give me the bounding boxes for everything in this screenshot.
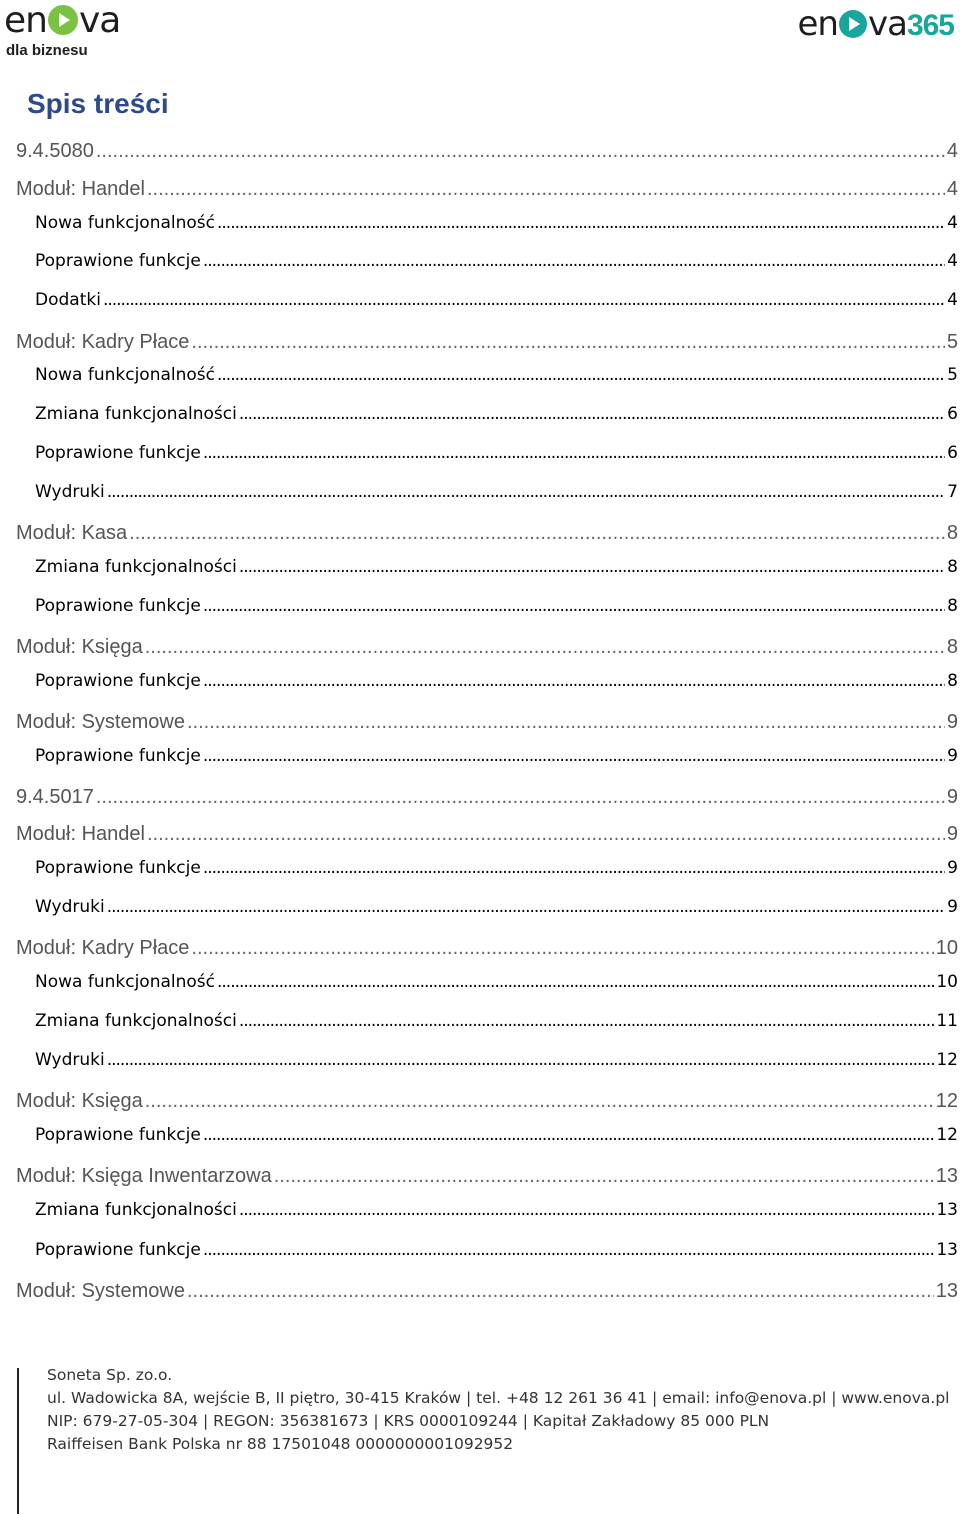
- toc-entry[interactable]: [16, 1280, 958, 1303]
- toc-entry[interactable]: [35, 671, 958, 691]
- toc-leader-dots: [191, 331, 944, 354]
- toc-entry[interactable]: [16, 711, 958, 734]
- toc-leader-dots: [203, 596, 945, 616]
- toc-entry[interactable]: [35, 443, 958, 463]
- toc-leader-dots: [147, 823, 945, 846]
- toc-entry-label: Moduł: Księga Inwentarzowa: [16, 1165, 272, 1187]
- footer-registry: NIP: 679-27-05-304 | REGON: 356381673 | KRS 0000109244 | Kapitał Zakładowy 85 000 PLN: [47, 1412, 770, 1430]
- toc-entry[interactable]: [35, 1200, 958, 1220]
- toc-entry-label: Poprawione funkcje: [35, 1240, 201, 1260]
- toc-entry-page: 9: [946, 823, 958, 845]
- toc-entry-label: Moduł: Systemowe: [16, 1280, 185, 1302]
- toc-entry-label: Poprawione funkcje: [35, 1125, 201, 1145]
- enova-logo-tagline: dla biznesu: [6, 42, 88, 59]
- toc-entry-page: 8: [947, 557, 958, 577]
- toc-entry[interactable]: [35, 596, 958, 616]
- toc-entry[interactable]: [16, 331, 958, 354]
- toc-entry[interactable]: [16, 140, 958, 163]
- toc-entry-label: Moduł: Handel: [16, 178, 145, 200]
- toc-leader-dots: [203, 1240, 935, 1260]
- toc-entry-label: 9.4.5017: [16, 786, 94, 808]
- toc-leader-dots: [147, 178, 945, 201]
- toc-entry-label: Moduł: Handel: [16, 823, 145, 845]
- toc-entry[interactable]: [35, 1011, 958, 1031]
- toc-entry-label: Wydruki: [35, 482, 105, 502]
- toc-entry-page: 8: [946, 636, 958, 658]
- toc-entry-page: 4: [946, 140, 958, 162]
- toc-entry-page: 4: [947, 213, 958, 233]
- toc-entry[interactable]: [35, 746, 958, 766]
- toc-entry[interactable]: [16, 937, 958, 960]
- toc-leader-dots: [217, 213, 945, 233]
- footer-divider: [17, 1368, 19, 1514]
- toc-leader-dots: [96, 140, 945, 163]
- toc-entry-label: Moduł: Księga: [16, 636, 143, 658]
- toc-entry[interactable]: [35, 557, 958, 577]
- toc-entry-label: Poprawione funkcje: [35, 858, 201, 878]
- toc-entry-page: 4: [947, 290, 958, 310]
- toc-entry-page: 10: [936, 972, 958, 992]
- toc-leader-dots: [103, 290, 945, 310]
- play-circle-icon: [839, 10, 867, 38]
- toc-leader-dots: [187, 711, 945, 734]
- toc-entry-label: Poprawione funkcje: [35, 671, 201, 691]
- toc-entry-page: 8: [947, 671, 958, 691]
- toc-entry-label: Zmiana funkcjonalności: [35, 1200, 237, 1220]
- toc-entry[interactable]: [35, 365, 958, 385]
- toc-entry-label: Moduł: Księga: [16, 1090, 143, 1112]
- toc-entry-label: Zmiana funkcjonalności: [35, 557, 237, 577]
- toc-leader-dots: [107, 482, 945, 502]
- toc-entry-page: 4: [946, 178, 958, 200]
- toc-entry-page: 9: [947, 746, 958, 766]
- toc-leader-dots: [203, 443, 945, 463]
- toc-entry-label: Poprawione funkcje: [35, 746, 201, 766]
- toc-leader-dots: [96, 786, 945, 809]
- toc-entry-label: Poprawione funkcje: [35, 596, 201, 616]
- toc-entry-label: Nowa funkcjonalność: [35, 365, 215, 385]
- toc-entry-page: 11: [936, 1011, 958, 1031]
- toc-entry[interactable]: [35, 482, 958, 502]
- toc-leader-dots: [217, 972, 934, 992]
- toc-leader-dots: [203, 1125, 935, 1145]
- toc-entry[interactable]: [16, 823, 958, 846]
- toc-entry[interactable]: [35, 858, 958, 878]
- toc-entry[interactable]: [35, 1050, 958, 1070]
- toc-entry-page: 13: [936, 1240, 958, 1260]
- toc-entry-label: Poprawione funkcje: [35, 443, 201, 463]
- toc-title: Spis treści: [27, 88, 169, 119]
- toc-entry-page: 12: [936, 1125, 958, 1145]
- toc-entry-page: 13: [936, 1200, 958, 1220]
- enova365-logo: [744, 4, 954, 48]
- toc-entry-page: 5: [946, 331, 958, 353]
- toc-leader-dots: [239, 1011, 935, 1031]
- toc-entry-page: 6: [947, 404, 958, 424]
- toc-leader-dots: [107, 897, 945, 917]
- toc-entry[interactable]: [16, 522, 958, 545]
- footer-bank: Raiffeisen Bank Polska nr 88 17501048 0000000001092952: [47, 1435, 514, 1453]
- toc-entry[interactable]: [35, 972, 958, 992]
- toc-entry-page: 8: [947, 596, 958, 616]
- toc-entry-label: Nowa funkcjonalność: [35, 213, 215, 233]
- toc-leader-dots: [217, 365, 945, 385]
- toc-entry-page: 8: [946, 522, 958, 544]
- toc-entry-page: 9: [946, 786, 958, 808]
- toc-entry[interactable]: [35, 897, 958, 917]
- footer-company: Soneta Sp. zo.o.: [47, 1366, 173, 1384]
- footer: [47, 1364, 949, 1456]
- toc-entry[interactable]: [16, 1165, 958, 1188]
- toc-entry[interactable]: [16, 636, 958, 659]
- toc-entry-page: 12: [935, 1090, 958, 1112]
- toc-entry[interactable]: [35, 1240, 958, 1260]
- toc-entry-page: 4: [947, 251, 958, 271]
- toc-leader-dots: [239, 1200, 935, 1220]
- enova-logo: [4, 0, 154, 59]
- toc-entry[interactable]: [16, 178, 958, 201]
- toc-entry-page: 5: [947, 365, 958, 385]
- toc-leader-dots: [239, 404, 945, 424]
- toc-entry[interactable]: [16, 786, 958, 809]
- toc-leader-dots: [191, 937, 933, 960]
- toc-leader-dots: [187, 1280, 934, 1303]
- enova-logo-wordmark: en va: [4, 0, 121, 41]
- toc-entry-page: 9: [947, 897, 958, 917]
- toc-leader-dots: [145, 1090, 934, 1113]
- toc-entry-page: 9: [946, 711, 958, 733]
- enova365-logo-wordmark: en va365: [797, 4, 954, 44]
- toc-entry[interactable]: [35, 1125, 958, 1145]
- toc-entry[interactable]: [16, 1090, 958, 1113]
- toc-entry[interactable]: [35, 404, 958, 424]
- toc-leader-dots: [274, 1165, 934, 1188]
- toc-entry-page: 13: [935, 1165, 958, 1187]
- toc-entry-page: 12: [936, 1050, 958, 1070]
- toc-leader-dots: [129, 522, 945, 545]
- toc-leader-dots: [203, 671, 945, 691]
- play-circle-icon: [48, 5, 78, 35]
- toc-entry-page: 6: [947, 443, 958, 463]
- toc-leader-dots: [203, 746, 945, 766]
- toc-entry-label: 9.4.5080: [16, 140, 94, 162]
- toc-entry-label: Moduł: Kasa: [16, 522, 128, 544]
- toc-entry-page: 9: [947, 858, 958, 878]
- toc-entry[interactable]: [35, 290, 958, 310]
- toc-leader-dots: [203, 858, 945, 878]
- toc-entry-label: Zmiana funkcjonalności: [35, 1011, 237, 1031]
- toc-entry-page: 13: [935, 1280, 958, 1302]
- toc-entry[interactable]: [35, 213, 958, 233]
- toc-entry-page: 7: [947, 482, 958, 502]
- toc-entry[interactable]: [35, 251, 958, 271]
- toc-leader-dots: [239, 557, 945, 577]
- footer-address: ul. Wadowicka 8A, wejście B, II piętro, 30-415 Kraków | tel. +48 12 261 36 41 | email: info@enova.pl | www.enova.pl: [47, 1389, 950, 1407]
- toc-entry-label: Nowa funkcjonalność: [35, 972, 215, 992]
- toc-leader-dots: [203, 251, 945, 271]
- toc-entry-label: Moduł: Systemowe: [16, 711, 185, 733]
- toc-leader-dots: [145, 636, 945, 659]
- toc-entry-label: Moduł: Kadry Płace: [16, 937, 190, 959]
- toc-entry-label: Poprawione funkcje: [35, 251, 201, 271]
- toc-entry-label: Zmiana funkcjonalności: [35, 404, 237, 424]
- toc-leader-dots: [107, 1050, 935, 1070]
- toc-entry-label: Wydruki: [35, 1050, 105, 1070]
- toc-entry-label: Dodatki: [35, 290, 101, 310]
- toc-entry-page: 10: [935, 937, 958, 959]
- toc-entry-label: Moduł: Kadry Płace: [16, 331, 190, 353]
- toc-entry-label: Wydruki: [35, 897, 105, 917]
